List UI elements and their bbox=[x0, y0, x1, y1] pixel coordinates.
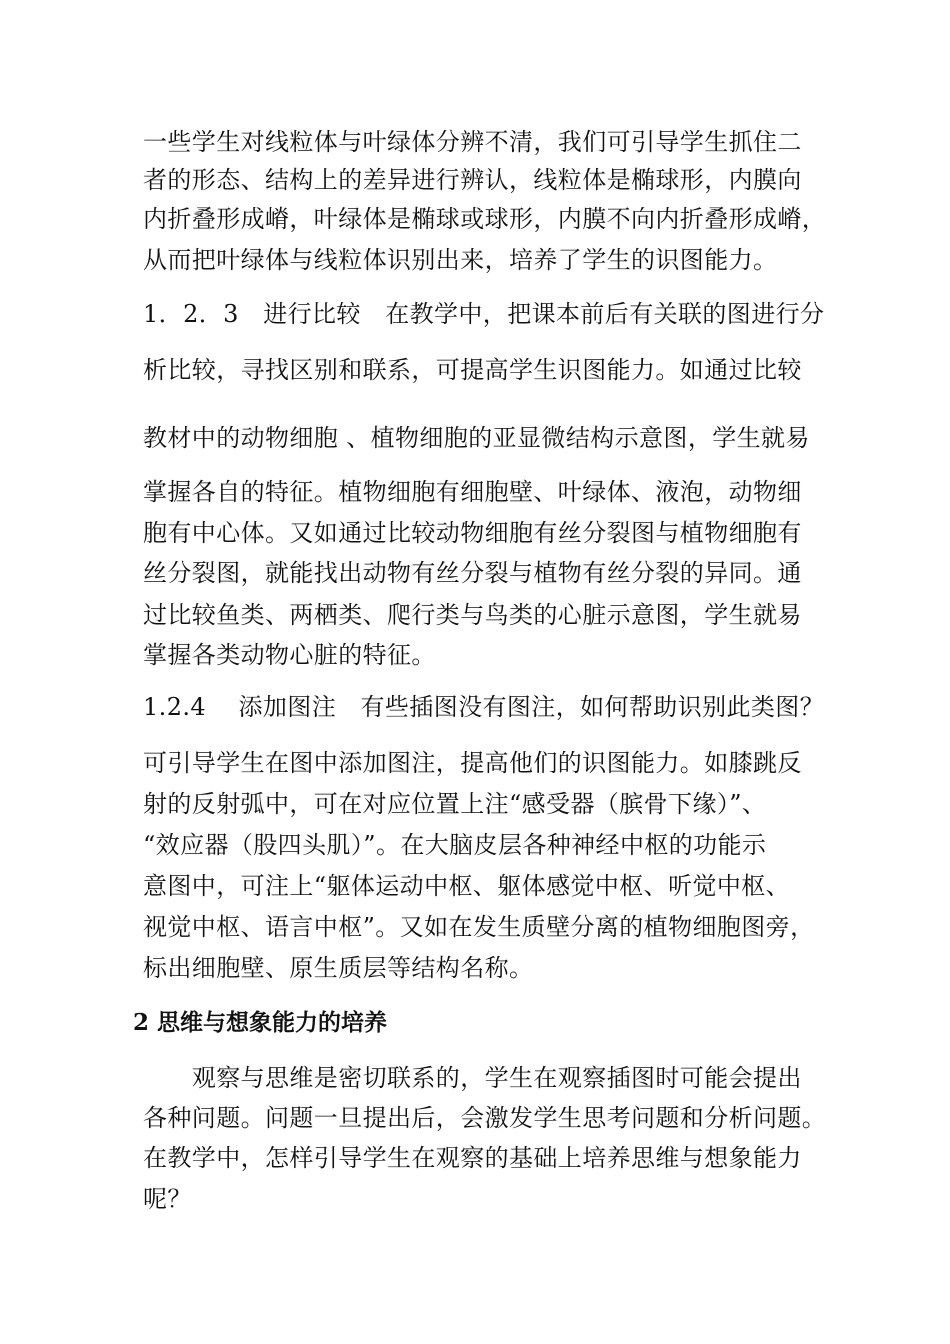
section-line-1-2-4: 1.2.4 添加图注 有些插图没有图注，如何帮助识别此类图？ bbox=[143, 693, 825, 721]
text-line: 丝分裂图，就能找出动物有丝分裂与植物有丝分裂的异同。通 bbox=[143, 559, 802, 587]
text-line: 视觉中枢、语言中枢”。又如在发生质壁分离的植物细胞图旁， bbox=[143, 913, 815, 941]
text-line: 掌握各自的特征。植物细胞有细胞壁、叶绿体、液泡，动物细 bbox=[143, 478, 802, 506]
text-line: 掌握各类动物心脏的特征。 bbox=[143, 641, 436, 669]
text-line: “效应器（股四头肌）”。在大脑皮层各种神经中枢的功能示 bbox=[143, 831, 767, 859]
section-heading: 2 思维与想象能力的培养 bbox=[133, 1009, 388, 1036]
text-line: 从而把叶绿体与线粒体识别出来，培养了学生的识图能力。 bbox=[143, 246, 778, 274]
text-line: 射的反射弧中，可在对应位置上注“感受器（膑骨下缘）”、 bbox=[143, 790, 767, 818]
text-line: 内折叠形成嵴，叶绿体是椭球或球形，内膜不向内折叠形成嵴， bbox=[143, 205, 827, 233]
text-line: 教材中的动物细胞 、植物细胞的亚显微结构示意图，学生就易 bbox=[143, 424, 810, 452]
text-line: 过比较鱼类、两栖类、爬行类与鸟类的心脏示意图，学生就易 bbox=[143, 601, 802, 629]
text-line: 观察与思维是密切联系的，学生在观察插图时可能会提出 bbox=[143, 1064, 802, 1092]
section-line-1-2-3: 1．2．3 进行比较 在教学中，把课本前后有关联的图进行分 bbox=[143, 300, 825, 328]
text-line: 可引导学生在图中添加图注，提高他们的识图能力。如膝跳反 bbox=[143, 749, 802, 777]
text-line: 在教学中，怎样引导学生在观察的基础上培养思维与想象能力 bbox=[143, 1144, 802, 1172]
text-line: 标出细胞壁、原生质层等结构名称。 bbox=[143, 954, 534, 982]
text-line: 者的形态、结构上的差异进行辨认，线粒体是椭球形，内膜向 bbox=[143, 166, 802, 194]
text-line: 一些学生对线粒体与叶绿体分辨不清，我们可引导学生抓住二 bbox=[143, 128, 802, 156]
text-line: 意图中，可注上“躯体运动中枢、躯体感觉中枢、听觉中枢、 bbox=[143, 872, 791, 900]
text-line: 析比较，寻找区别和联系，可提高学生识图能力。如通过比较 bbox=[143, 356, 802, 384]
text-line: 胞有中心体。又如通过比较动物细胞有丝分裂图与植物细胞有 bbox=[143, 519, 802, 547]
text-line: 呢？ bbox=[143, 1185, 192, 1213]
text-line: 各种问题。问题一旦提出后，会激发学生思考问题和分析问题。 bbox=[143, 1104, 827, 1132]
